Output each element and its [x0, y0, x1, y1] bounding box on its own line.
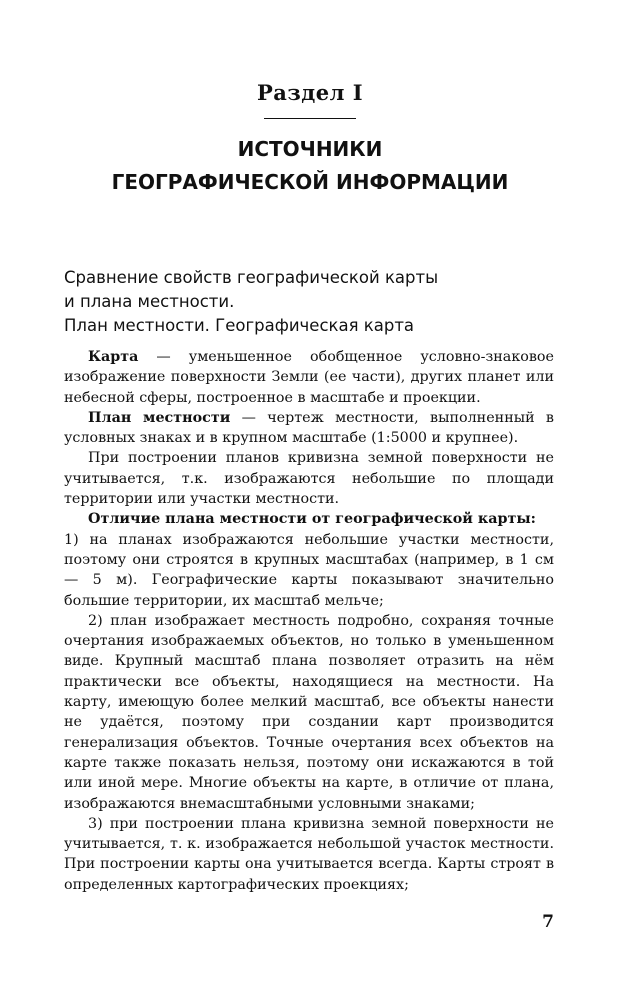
difference-item-3: 3) при построении плана кривизна земной поверхности не учитывается, т. к. изображается небольшой участок местности. При построении карты она учитывается всегда. Карты строят в определенных картографических проекциях;: [64, 815, 554, 893]
section-label: Раздел I: [256, 80, 364, 105]
section-title-line-2: ГЕОГРАФИЧЕСКОЙ ИНФОРМАЦИИ: [111, 170, 509, 194]
paragraph-curvature-note: При построении планов кривизна земной поверхности не учитывается, т.к. изображаются небольшие по площади территории или участки местности.: [64, 450, 554, 508]
chapter-subheading: [64, 266, 564, 338]
subheading-line-1: Сравнение свойств географической карты: [64, 268, 439, 287]
paragraph-differences: [64, 509, 554, 529]
body-text: [64, 347, 554, 895]
subheading-line-3: План местности. Географическая карта: [64, 316, 415, 335]
difference-item-1: 1) на планах изображаются небольшие участки местности, поэтому они строятся в крупных масштабах (например, в 1 см — 5 м). Географические карты показывают значительно большие территории, их масштаб мельче;: [64, 531, 554, 609]
plan-definition-text: — чертеж местности, выполненный в условных знаках и в крупном масштабе (1:5000 и крупнее).: [64, 409, 554, 447]
differences-heading: Отличие плана местности от географической карты:: [88, 511, 536, 528]
map-definition-text: — уменьшенное обобщенное условно-знаковое изображение поверхности Земли (ее части), других планет или небесной сферы, построенное в масштабе и проекции.: [64, 349, 554, 406]
term-map: Карта: [88, 349, 139, 365]
section-title: [0, 133, 620, 199]
term-plan: План местности: [88, 409, 231, 426]
paragraph-plan-definition: [64, 408, 554, 449]
paragraph-map-definition: [64, 347, 554, 408]
subheading-line-2: и плана местности.: [64, 292, 235, 311]
section-divider: [264, 118, 356, 119]
difference-item-2: 2) план изображает местность подробно, сохраняя точные очертания изображаемых объектов, но только в уменьшенном виде. Крупный масштаб плана позволяет отразить на нём практически все объекты, находящиеся на местности. На карту, имеющую более мелкий масштаб, все объекты нанести не удаётся, поэтому при создании карт производится генерализация объектов. Точные очертания всех объектов на карте также показать нельзя, поэтому они искажаются в той или иной мере. Многие объекты на карте, в отличие от плана, изображаются внемасштабными условными знаками;: [64, 612, 554, 812]
page-number: 7: [542, 912, 554, 932]
section-title-line-1: ИСТОЧНИКИ: [237, 137, 383, 161]
